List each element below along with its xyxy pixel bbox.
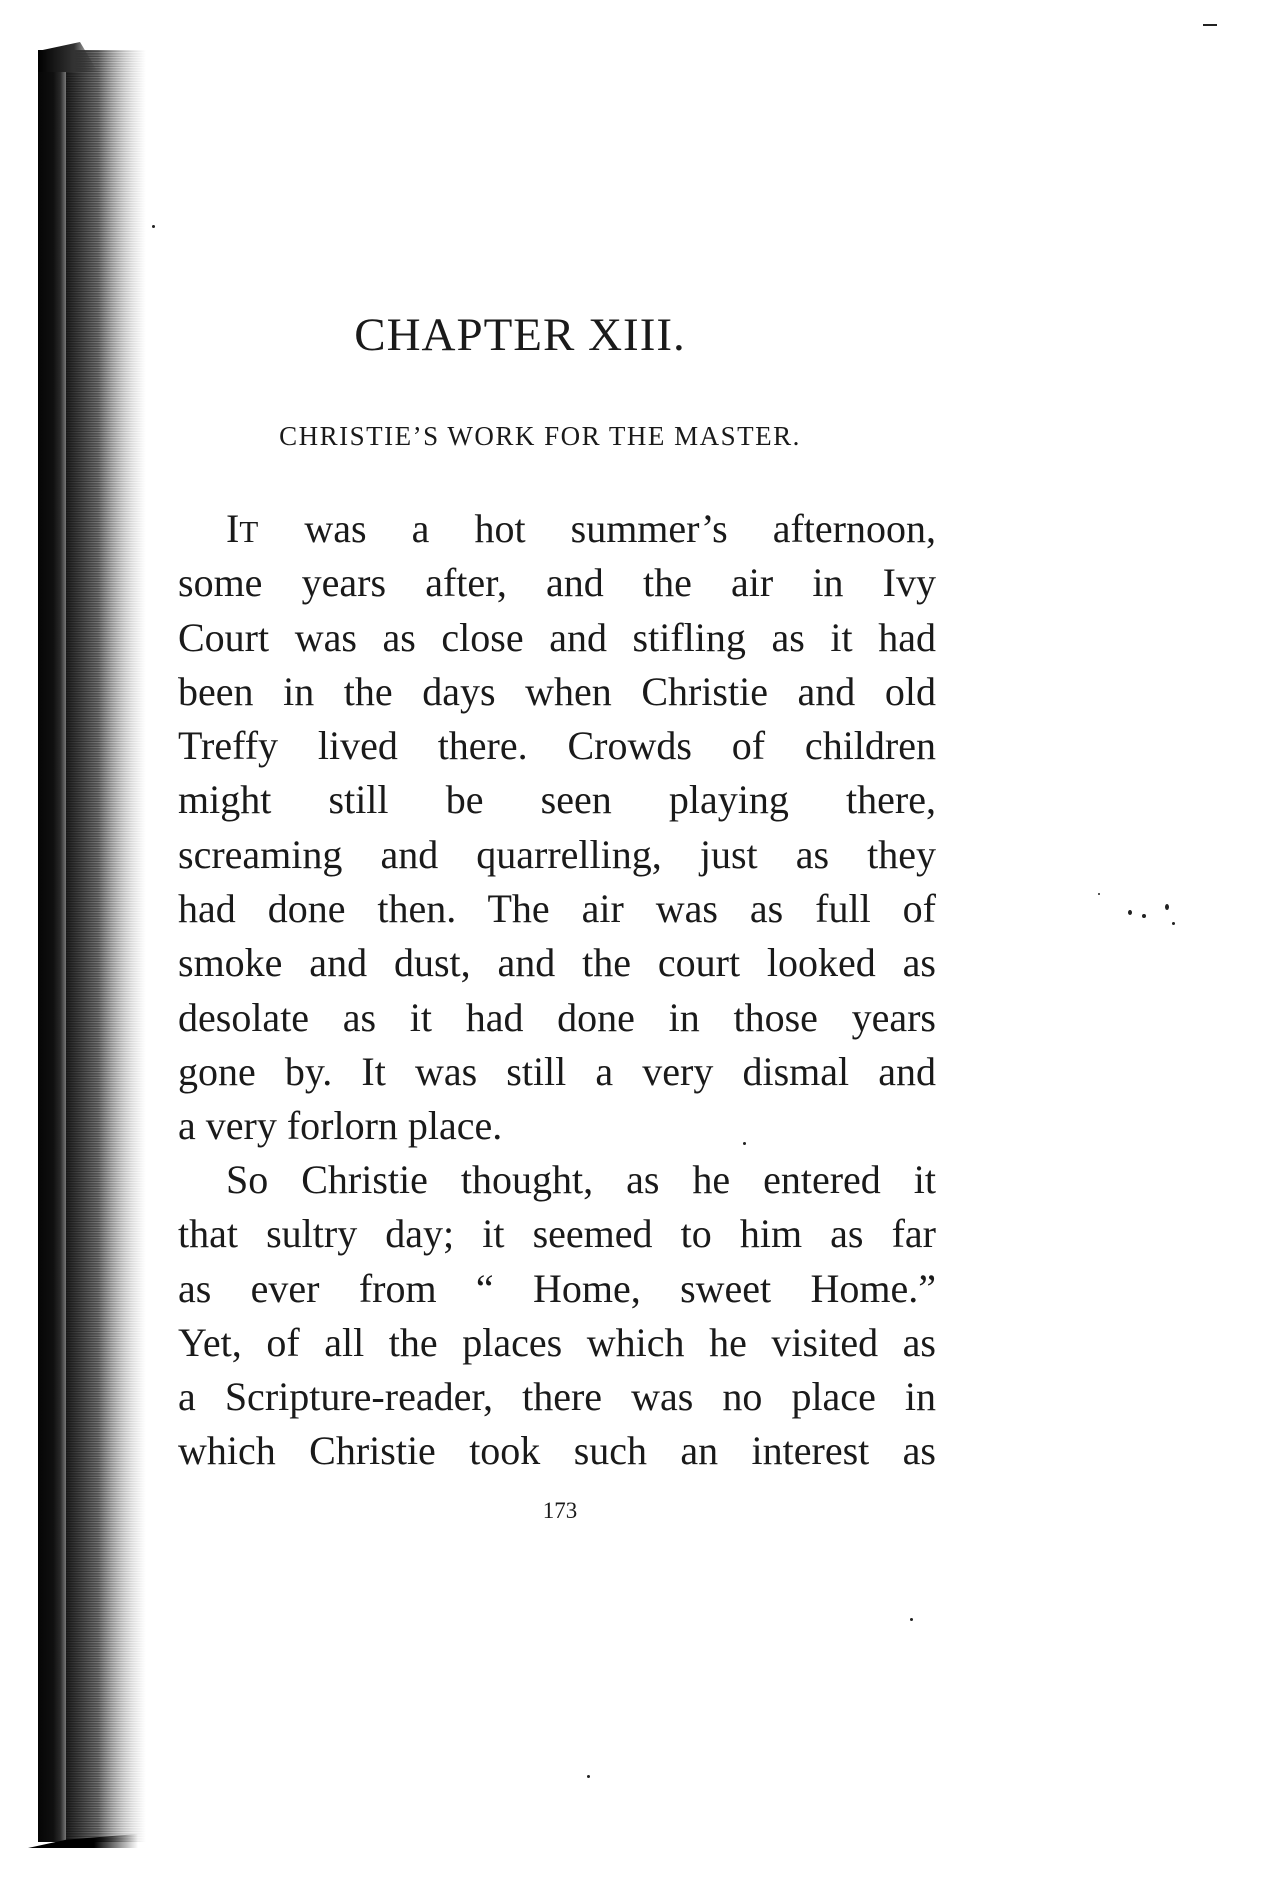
- scan-speck: [1142, 914, 1146, 918]
- text-line: gone by. It was still a very dismal and: [178, 1048, 936, 1094]
- chapter-title: CHAPTER XIII.: [354, 309, 686, 361]
- text-line: been in the days when Christie and old: [178, 668, 936, 714]
- scan-speck: [587, 1775, 590, 1778]
- text-line: that sultry day; it seemed to him as far: [178, 1211, 936, 1257]
- dropcap-letter: I: [226, 506, 240, 551]
- text-line: desolate as it had done in those years: [178, 994, 936, 1040]
- text-line: So Christie thought, as he entered it: [226, 1157, 936, 1202]
- gutter-dark-edge: [38, 50, 66, 1842]
- text-line: as ever from “ Home, sweet Home.”: [178, 1265, 936, 1311]
- scan-speck: [152, 225, 155, 228]
- text-line: Court was as close and stifling as it had: [178, 614, 936, 660]
- text-line: [178, 502, 936, 556]
- dropcap-smallcap: T: [239, 514, 260, 549]
- text-line: a very forlorn place.: [178, 1103, 503, 1149]
- text-line: some years after, and the air in Ivy: [178, 560, 936, 606]
- gutter-top-corner: [38, 42, 98, 72]
- chapter-subtitle: [200, 421, 880, 452]
- paragraph-2: [178, 1153, 936, 1479]
- scan-speck: [1128, 910, 1132, 915]
- text-line: might still be seen playing there,: [178, 777, 936, 823]
- text-line: screaming and quarrelling, just as they: [178, 831, 936, 877]
- text-line: a Scripture-reader, there was no place in: [178, 1374, 936, 1420]
- scan-speck: [1203, 24, 1217, 26]
- text-line: smoke and dust, and the court looked as: [178, 940, 936, 986]
- book-gutter-shadow: [38, 50, 148, 1842]
- scan-speck: [1172, 922, 1175, 925]
- text-line: Yet, of all the places which he visited as: [178, 1319, 936, 1365]
- text-line: Treffy lived there. Crowds of children: [178, 723, 936, 769]
- chapter-subtitle-text: CHRISTIE’S WORK FOR THE MASTER.: [279, 421, 801, 451]
- scan-speck: [1165, 904, 1169, 910]
- page-number: 173: [542, 1498, 578, 1523]
- line-text: was a hot summer’s afternoon,: [259, 506, 936, 551]
- scan-speck: [1098, 893, 1100, 895]
- gutter-scan-noise: [66, 50, 146, 1842]
- paragraph-1: [178, 502, 936, 1154]
- text-line: had done then. The air was as full of: [178, 886, 936, 932]
- scan-speck: [910, 1618, 913, 1621]
- text-line: which Christie took such an interest as: [178, 1428, 936, 1474]
